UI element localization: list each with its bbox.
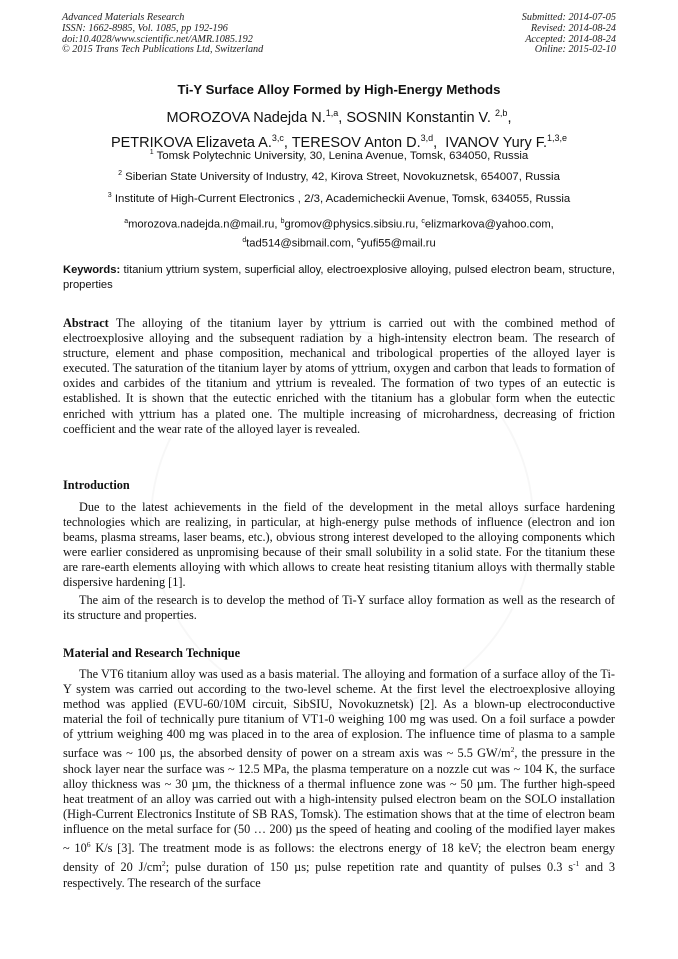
affiliation-1: $^1$ Tomsk Polytechnic University, 30, Lenina Avenue, Tomsk, 634050, Russia (149, 149, 529, 162)
email-link[interactable]: morozova.nadejda.n@mail.ru, (128, 218, 278, 231)
keywords-text: titanium yttrium system, superficial alloy, electroexplosive alloying, pulsed electron beam, structure, properties (63, 264, 615, 291)
copyright-line: © 2015 Trans Tech Publications Ltd, Switzerland (62, 44, 264, 56)
journal-name: Advanced Materials Research (62, 12, 185, 23)
intro-paragraph-1: Due to the latest achievements in the field of the development in the metal alloys surface hardening technologies which are realizing, in particular, at high-energy pulse methods of influence (electron and ion beams, plasma streams, laser beams, etc.), obvious strong interest developed to the alloying components which were earlier considered as unpromising because of their small solubility in a solid state. For the titanium these are rare-earth elements alloying with which allows to create heat resisting titanium alloys with thermally stable dispersive hardening [1]. (63, 500, 615, 590)
section-heading-method: Material and Research Technique (63, 646, 241, 660)
keywords (63, 263, 615, 293)
email-link[interactable]: gromov@physics.sibsiu.ru, (284, 218, 419, 231)
revised-date: Revised: 2014-08-24 (530, 22, 616, 34)
issn-line: ISSN: 1662-8985, Vol. 1085, pp 192-196 (62, 22, 228, 34)
author-list (0, 103, 678, 153)
email-link[interactable]: yufi55@mail.ru (360, 237, 436, 250)
author-sup: 3,c (271, 132, 284, 143)
journal-info (62, 13, 263, 56)
dates-info (522, 13, 616, 56)
author-name: PETRIKOVA Elizaveta A. (110, 134, 272, 151)
author-name: TERESOV Anton D. (291, 134, 421, 151)
abstract-label: Abstract (63, 316, 109, 330)
intro-paragraph-2: The aim of the research is to develop the method of Ti-Y surface alloy formation as well as the research of its structure and properties. (63, 593, 615, 623)
abstract-text: The alloying of the titanium layer by yttrium is carried out with the combined method of electroexplosive alloying and the subsequent radiation by a high-intensity electron beam. The research of structure, element and phase composition, mechanical and tribological properties of the alloyed layer is executed. The saturation of the titanium layer by atoms of yttrium, oxygen and carbon that leads to formation of oxides and carbides of the titanium and yttrium is revealed. The formation of two types of an eutectic is established. It is shown that the eutectic enriched with the titanium has a globular form when the eutectic enriched with yttrium has a plated one. The multiple increasing of microhardness, decreasing of friction coefficient and the wear rate of the alloyed layer is revealed. (63, 316, 615, 436)
keywords-label: Keywords: (63, 264, 121, 276)
section-heading-introduction: Introduction (63, 478, 130, 492)
author-sup: 1,3,e (547, 132, 568, 143)
online-date: Online: 2015-02-10 (534, 44, 616, 56)
author-name: MOROZOVA Nadejda N. (166, 109, 326, 126)
doi-line: doi:10.4028/www.scientific.net/AMR.1085.192 (62, 33, 253, 45)
email-link[interactable]: tad514@sibmail.com, (246, 237, 354, 250)
email-list: $^a$morozova.nadejda.n@mail.ru, $^b$gromov@physics.sibsiu.ru, $^c$elizmarkova@yahoo.com, $^d$tad514@sibmail.com, $^e$yufi55@mail.ru (124, 218, 554, 250)
author-sup: 3,d (420, 132, 434, 143)
method-paragraph: The VT6 titanium alloy was used as a basis material. The alloying and formation of a surface alloy of the Ti-Y system was carried out according to the two-level scheme. At the first level the electroexplosive alloying method was applied (EVU-60/10M circuit, SibSIU, Novokuznetsk) [2]. As a blown-up electroconductive material the foil of technically pure titanium of VT1-0 weighing 100 mg was used. On a foil surface a powder of yttrium weighing 400 mg was placed in to the area of explosion. The influence time of plasma to a sample surface was ~ 100 µs, the absorbed density of power on a stream axis was ~ 5.5 $GW/m^2$, the pressure in the shock layer near the surface was ~ 12.5 MPa, the plasma temperature on a nozzle cut was ~ 104 K, the surface alloy thickness was ~ 30 µm, the thickness of a thermal influence zone was ~ 50 µm. The further high-speed heat treatment of an alloy was carried out with a high-intensity pulsed electron beam on the SOLO installation (High-Current Electronics Institute of SB RAS, Tomsk). The estimation shows that at the time of electron beam influence on the metal surface for (50 … 200) µs the speed of heating and cooling of the modified layer makes ~ $10^6$ K/s [3]. The treatment mode is as follows: the electrons energy of 18 keV; the electron beam energy density of 20 $J/cm^2$; pulse duration of 150 µs; pulse repetition rate and quantity of pulses 0.3 $s^{-1}$ and 3 respectively. The research of the surface (63, 667, 616, 890)
author-line-1: MOROZOVA Nadejda N.$^{1,a}$, SOSNIN Konstantin V. $^{2,b}$, (166, 108, 512, 126)
author-sup: 2,b (494, 108, 508, 118)
author-line-2: PETRIKOVA Elizaveta A.$^{3,c}$, TERESOV Anton D.$^{3,d}$, IVANOV Yury F.$^{1,3,e}$ (110, 132, 568, 151)
affiliation-3: $^3$ Institute of High-Current Electronics , 2/3, Academicheckii Avenue, Tomsk, 634055, Russia (107, 192, 571, 205)
author-sup: 1,a (325, 108, 339, 118)
submitted-date: Submitted: 2014-07-05 (521, 12, 616, 23)
affiliation-2: $^2$ Siberian State University of Industry, 42, Kirova Street, Novokuznetsk, 654007, Russia (118, 170, 560, 183)
email-link[interactable]: elizmarkova@yahoo.com, (424, 218, 554, 231)
accepted-date: Accepted: 2014-08-24 (525, 33, 616, 45)
author-name: IVANOV Yury F. (445, 134, 548, 151)
paper-title: Ti-Y Surface Alloy Formed by High-Energy Methods (177, 82, 501, 97)
abstract (63, 316, 615, 437)
author-name: SOSNIN Konstantin V. (346, 109, 491, 126)
